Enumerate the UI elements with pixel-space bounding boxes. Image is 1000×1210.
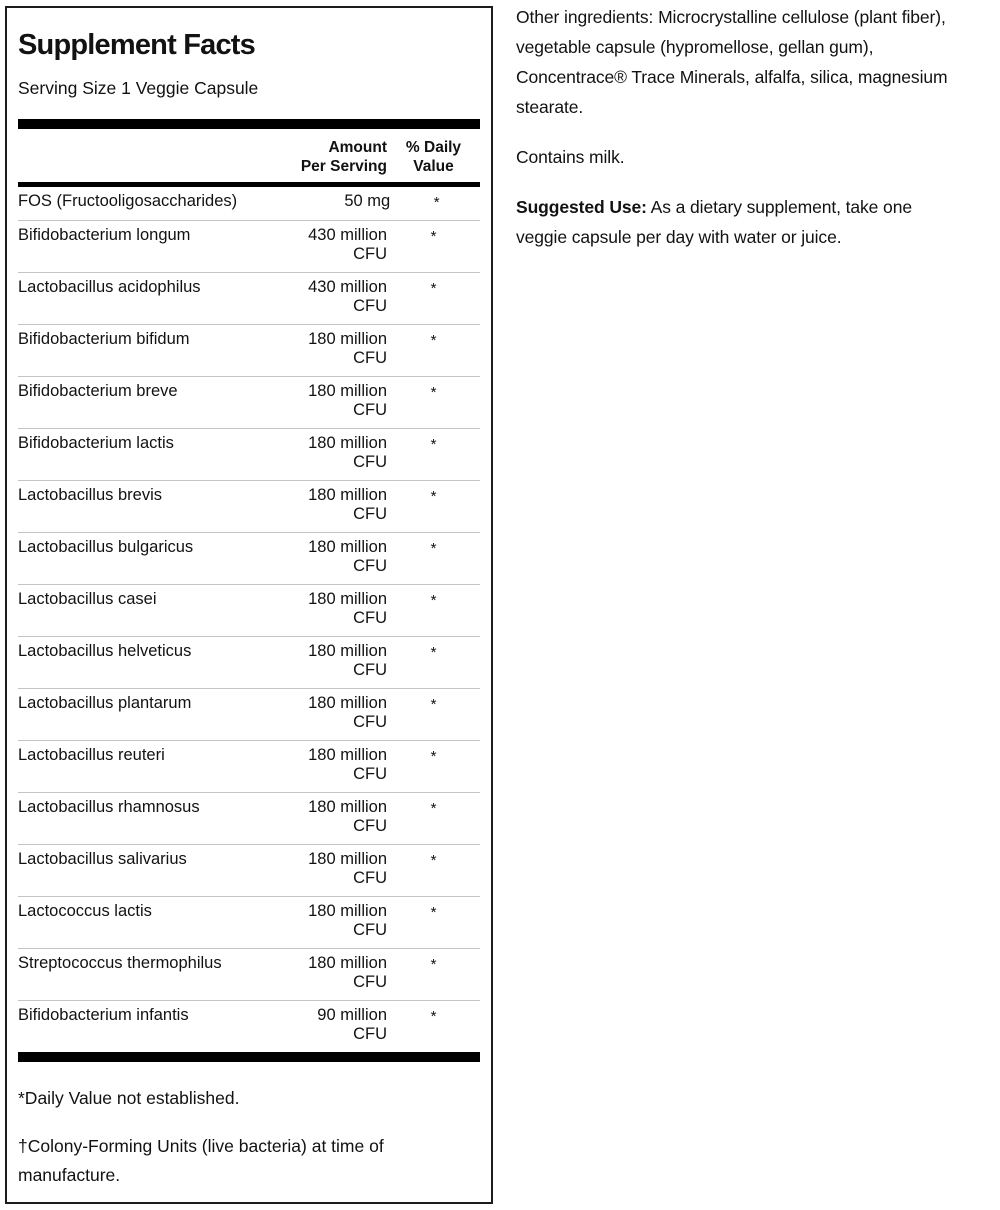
ingredient-amount-value: 180 million xyxy=(308,590,387,608)
divider-thick-bottom xyxy=(18,1052,480,1062)
table-header-row xyxy=(18,129,480,182)
table-row xyxy=(18,481,480,533)
table-row xyxy=(18,897,480,949)
ingredient-amount-unit: CFU xyxy=(353,817,387,835)
ingredient-amount-unit: CFU xyxy=(353,557,387,575)
header-spacer xyxy=(18,138,234,176)
ingredient-name: Lactobacillus bulgaricus xyxy=(18,538,194,556)
ingredient-amount-unit: CFU xyxy=(353,869,387,887)
ingredient-amount-value: 180 million xyxy=(308,434,387,452)
table-row xyxy=(18,793,480,845)
header-amount-line2: Per Serving xyxy=(300,158,387,175)
ingredient-name: Lactobacillus casei xyxy=(18,590,157,608)
ingredient-name: FOS (Fructooligosaccharides) xyxy=(18,192,238,210)
ingredient-daily-value: * xyxy=(430,904,437,921)
ingredient-amount xyxy=(234,694,387,732)
ingredient-name: Lactobacillus helveticus xyxy=(18,642,192,660)
header-daily-value xyxy=(387,138,480,176)
paragraph-line: Other ingredients: Microcrystalline cellulose (plant fiber), xyxy=(516,7,946,27)
ingredient-amount-unit: CFU xyxy=(353,973,387,991)
allergen-statement: Contains milk. xyxy=(516,147,625,167)
footnote-cfu: †Colony-Forming Units (live bacteria) at time of manufacture. xyxy=(18,1136,384,1185)
suggested-use-paragraph xyxy=(516,192,998,252)
ingredient-amount-unit: CFU xyxy=(353,401,387,419)
ingredient-amount-unit: CFU xyxy=(353,505,387,523)
table-row xyxy=(18,637,480,689)
ingredient-amount-value: 180 million xyxy=(308,746,387,764)
ingredient-daily-value: * xyxy=(430,696,437,713)
table-row xyxy=(18,273,480,325)
ingredient-name: Lactococcus lactis xyxy=(18,902,152,920)
footnote-daily-value: *Daily Value not established. xyxy=(18,1088,240,1108)
ingredient-amount xyxy=(237,192,390,212)
ingredient-amount xyxy=(234,902,387,940)
ingredient-daily-value: * xyxy=(430,540,437,557)
ingredient-amount-value: 180 million xyxy=(308,850,387,868)
ingredient-name: Lactobacillus brevis xyxy=(18,486,162,504)
ingredient-name: Bifidobacterium lactis xyxy=(18,434,174,452)
ingredient-amount-unit: CFU xyxy=(353,297,387,315)
supplement-facts-panel xyxy=(5,6,493,1204)
ingredient-name: Bifidobacterium longum xyxy=(18,226,191,244)
table-row xyxy=(18,949,480,1001)
ingredient-amount-value: 180 million xyxy=(308,486,387,504)
ingredient-amount xyxy=(234,434,387,472)
ingredient-table xyxy=(18,187,480,1052)
ingredient-daily-value: * xyxy=(430,644,437,661)
ingredient-amount-value: 50 mg xyxy=(344,192,391,210)
ingredient-amount xyxy=(234,278,387,316)
header-dv-line2: Value xyxy=(413,158,454,175)
divider-thick-top xyxy=(18,119,480,129)
ingredient-amount xyxy=(234,226,387,264)
page-title: Supplement Facts xyxy=(18,29,255,61)
ingredient-daily-value: * xyxy=(430,592,437,609)
ingredient-amount xyxy=(234,382,387,420)
table-row xyxy=(18,741,480,793)
ingredient-amount-value: 180 million xyxy=(308,954,387,972)
ingredient-amount-value: 180 million xyxy=(308,902,387,920)
header-amount-per-serving xyxy=(234,138,387,176)
ingredient-daily-value: * xyxy=(430,956,437,973)
ingredient-name: Lactobacillus plantarum xyxy=(18,694,192,712)
ingredient-daily-value: * xyxy=(430,800,437,817)
suggested-use-line2: veggie capsule per day with water or juice. xyxy=(516,227,842,247)
ingredient-amount xyxy=(234,486,387,524)
table-row xyxy=(18,533,480,585)
ingredient-amount-unit: CFU xyxy=(353,609,387,627)
ingredient-amount xyxy=(234,850,387,888)
ingredient-amount-value: 430 million xyxy=(308,278,387,296)
ingredient-amount-value: 90 million xyxy=(317,1006,387,1024)
ingredient-name: Lactobacillus salivarius xyxy=(18,850,187,868)
ingredient-amount-value: 180 million xyxy=(308,382,387,400)
table-row xyxy=(18,1001,480,1052)
ingredient-daily-value: * xyxy=(430,488,437,505)
ingredient-name: Bifidobacterium infantis xyxy=(18,1006,189,1024)
table-row xyxy=(18,377,480,429)
serving-size-text: Serving Size 1 Veggie Capsule xyxy=(18,78,259,98)
ingredient-amount-value: 180 million xyxy=(308,538,387,556)
table-row xyxy=(18,187,480,221)
ingredient-name: Lactobacillus reuteri xyxy=(18,746,165,764)
ingredient-daily-value: * xyxy=(430,384,437,401)
paragraph-line: stearate. xyxy=(516,97,584,117)
ingredient-name: Bifidobacterium breve xyxy=(18,382,178,400)
ingredient-daily-value: * xyxy=(430,228,437,245)
table-row xyxy=(18,325,480,377)
ingredient-amount-unit: CFU xyxy=(353,453,387,471)
paragraph-line: Concentrace® Trace Minerals, alfalfa, silica, magnesium xyxy=(516,67,948,87)
ingredient-amount xyxy=(234,590,387,628)
ingredient-daily-value: * xyxy=(430,1008,437,1025)
suggested-use-label: Suggested Use: xyxy=(516,197,647,217)
ingredient-amount-unit: CFU xyxy=(353,1025,387,1043)
ingredient-daily-value: * xyxy=(430,748,437,765)
ingredient-name: Lactobacillus acidophilus xyxy=(18,278,201,296)
ingredient-amount xyxy=(234,538,387,576)
ingredient-amount-unit: CFU xyxy=(353,921,387,939)
ingredient-daily-value: * xyxy=(430,280,437,297)
ingredient-amount-value: 180 million xyxy=(308,330,387,348)
table-row xyxy=(18,221,480,273)
suggested-use-line1: As a dietary supplement, take one xyxy=(650,197,912,217)
ingredient-daily-value: * xyxy=(430,852,437,869)
ingredient-amount xyxy=(234,954,387,992)
ingredient-amount xyxy=(234,798,387,836)
header-dv-line1: % Daily xyxy=(405,139,462,156)
right-panel xyxy=(516,2,998,252)
other-ingredients-paragraph xyxy=(516,2,998,122)
table-row xyxy=(18,429,480,481)
header-amount-line1: Amount xyxy=(328,139,387,156)
ingredient-amount-value: 180 million xyxy=(308,694,387,712)
ingredient-daily-value: * xyxy=(433,194,440,211)
ingredient-amount-unit: CFU xyxy=(353,245,387,263)
ingredient-amount-value: 180 million xyxy=(308,642,387,660)
table-row xyxy=(18,689,480,741)
ingredient-amount-unit: CFU xyxy=(353,713,387,731)
paragraph-line: vegetable capsule (hypromellose, gellan gum), xyxy=(516,37,874,57)
ingredient-amount-unit: CFU xyxy=(353,765,387,783)
ingredient-amount-unit: CFU xyxy=(353,349,387,367)
ingredient-name: Lactobacillus rhamnosus xyxy=(18,798,200,816)
ingredient-amount-value: 430 million xyxy=(308,226,387,244)
ingredient-amount-unit: CFU xyxy=(353,661,387,679)
ingredient-daily-value: * xyxy=(430,436,437,453)
ingredient-amount xyxy=(234,330,387,368)
ingredient-daily-value: * xyxy=(430,332,437,349)
ingredient-amount xyxy=(234,642,387,680)
table-row xyxy=(18,585,480,637)
ingredient-amount-value: 180 million xyxy=(308,798,387,816)
ingredient-name: Bifidobacterium bifidum xyxy=(18,330,190,348)
ingredient-name: Streptococcus thermophilus xyxy=(18,954,222,972)
ingredient-amount xyxy=(234,1006,387,1044)
ingredient-amount xyxy=(234,746,387,784)
table-row xyxy=(18,845,480,897)
